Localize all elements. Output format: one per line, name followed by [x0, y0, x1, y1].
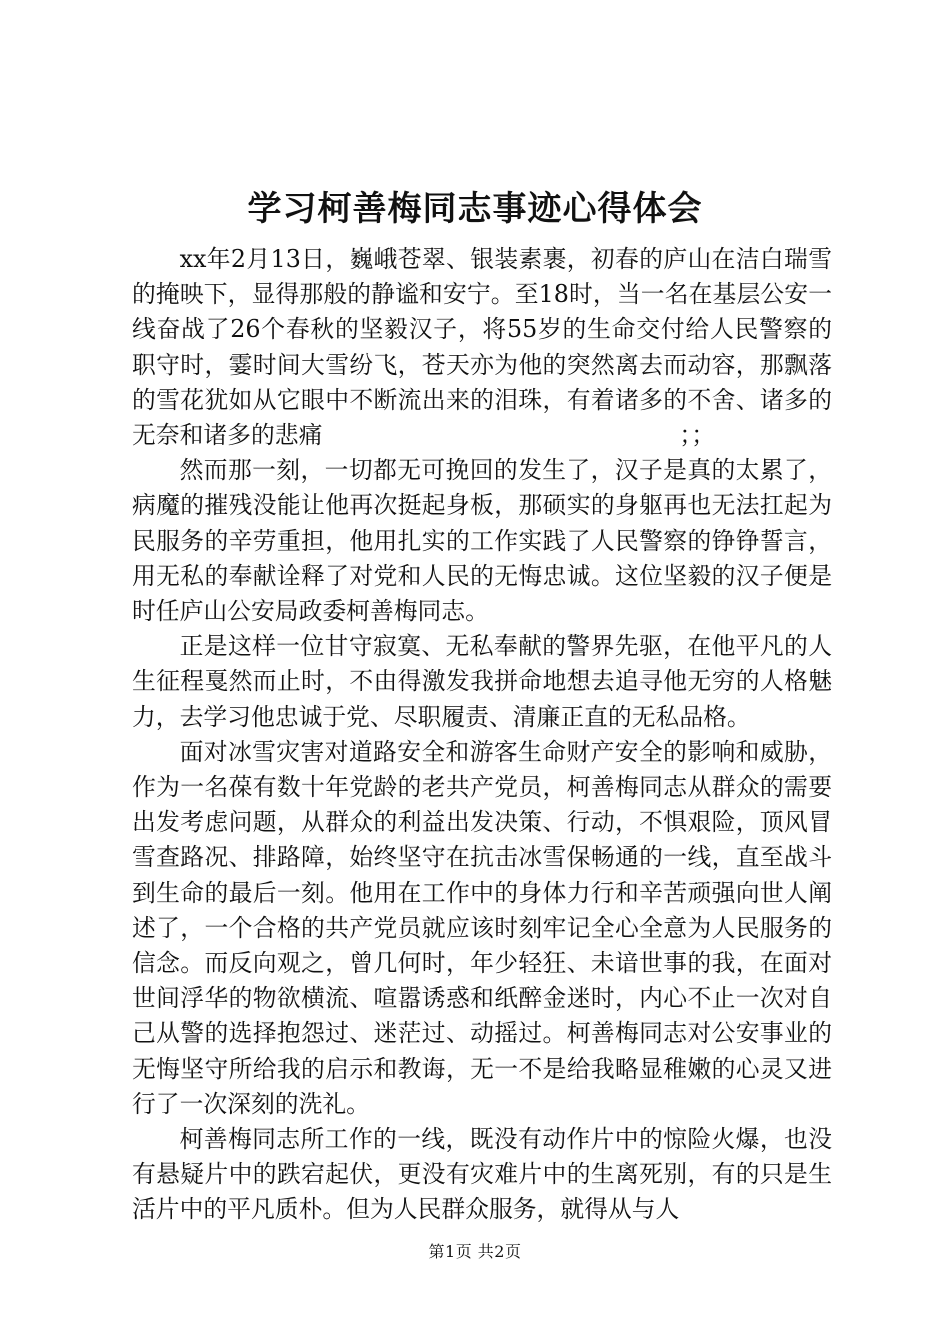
paragraph-4: 面对冰雪灾害对道路安全和游客生命财产安全的影响和威胁，作为一名葆有数十年党龄的老共产党员，柯善梅同志从群众的需要出发考虑问题，从群众的利益出发决策、行动，不惧艰险，顶风冒雪查路况、排路障，始终坚守在抗击冰雪保畅通的一线，直至战斗到生命的最后一刻。他用在工作中的身体力行和辛苦顽强向世人阐述了，一个合格的共产党员就应该时刻牢记全心全意为人民服务的信念。而反向观之，曾几何时，年少轻狂、未谙世事的我，在面对世间浮华的物欲横流、喧嚣诱惑和纸醉金迷时，内心不止一次对自己从警的选择抱怨过、迷茫过、动摇过。柯善梅同志对公安事业的无悔坚守所给我的启示和教诲，无一不是给我略显稚嫩的心灵又进行了一次深刻的洗礼。 [132, 737, 832, 1118]
document-body [132, 242, 832, 1228]
paragraph-1: xx年2月13日，巍峨苍翠、银装素裹，初春的庐山在洁白瑞雪的掩映下，显得那般的静谧和安宁。至18时，当一名在基层公安一线奋战了26个春秋的坚毅汉子，将55岁的生命交付给人民警察的职守时，霎时间大雪纷飞，苍天亦为他的突然离去而动容，那飘落的雪花犹如从它眼中不断流出来的泪珠，有着诸多的不舍、诸多的无奈和诸多的悲痛 ；； [132, 245, 832, 450]
document-title: 学习柯善梅同志事迹心得体会 [247, 189, 703, 229]
page-footer: 第1页 共2页 [428, 1242, 522, 1261]
paragraph-5: 柯善梅同志所工作的一线，既没有动作片中的惊险火爆，也没有悬疑片中的跌宕起伏，更没有灾难片中的生离死别，有的只是生活片中的平凡质朴。但为人民群众服务，就得从与人 [132, 1125, 832, 1224]
paragraph-2: 然而那一刻，一切都无可挽回的发生了，汉子是真的太累了，病魔的摧残没能让他再次挺起身板，那硕实的身躯再也无法扛起为民服务的辛劳重担，他用扎实的工作实践了人民警察的铮铮誓言，用无私的奉献诠释了对党和人民的无悔忠诚。这位坚毅的汉子便是时任庐山公安局政委柯善梅同志。 [132, 456, 832, 626]
paragraph-3: 正是这样一位甘守寂寞、无私奉献的警界先驱，在他平凡的人生征程戛然而止时，不由得激发我拼命地想去追寻他无穷的人格魅力，去学习他忠诚于党、尽职履责、清廉正直的无私品格。 [132, 632, 832, 731]
